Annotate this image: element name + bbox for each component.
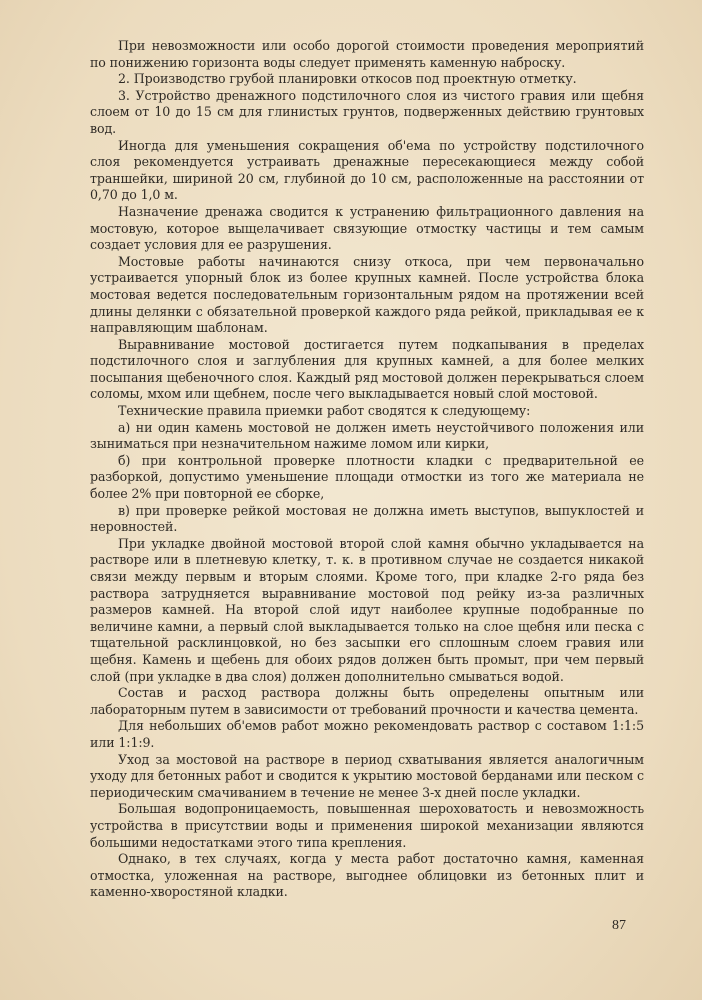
paragraph: 3. Устройство дренажного подстилочного слоя из чистого гравия или щебня слоем от 10 до 15 см для глинистых грунтов, подверженных действию грунтовых вод. [90,87,644,136]
paragraph: Выравнивание мостовой достигается путем подкапывания в пределах подстилочного слоя и заглубления для крупных камней, а для более мелких посыпания щебеночного слоя. Каждый ряд мостовой должен перекрываться слоем соломы, мхом или щебнем, после чего выкладывается новый слой мостовой. [90,336,644,402]
paragraph: Назначение дренажа сводится к устранению фильтрационного давления на мостовую, которое выщелачивает связующие отмостку частицы и тем самым создает условия для ее разрушения. [90,203,644,253]
list-item: а) ни один камень мостовой не должен иметь неустойчивого положения или зыниматься при незначительном нажиме ломом или кирки, [90,419,644,452]
page-number: 87 [612,918,626,933]
body-text [90,38,644,901]
paragraph: Мостовые работы начинаются снизу откоса, при чем первоначально устраивается упорный блок из более крупных камней. После устройства блока мостовая ведется последовательным горизонтальным рядом на протяжении всей длины делянки с обязательной проверкой каждого ряда рейкой, прикладывая ее к направляющим шаблонам. [90,253,644,336]
paragraph: Уход за мостовой на растворе в период схватывания является аналогичным уходу для бетонных работ и сводится к укрытию мостовой берданами или песком с периодическим смачиванием в течение не менее 3-х дней после укладки. [90,751,644,800]
paragraph: При невозможности или особо дорогой стоимости проведения мероприятий по понижению горизонта воды следует применять каменную наброску. [90,38,644,70]
list-item: б) при контрольной проверке плотности кладки с предварительной ее разборкой, допустимо уменьшение площади отмостки из того же материала не более 2% при повторной ее сборке, [90,452,644,502]
paragraph: 2. Производство грубой планировки откосов под проектную отметку. [118,71,577,87]
paragraph: При укладке двойной мостовой второй слой камня обычно укладывается на растворе или в плетневую клетку, т. к. в противном случае не создается никакой связи между первым и вторым слоями. Кроме того, при кладке 2-го ряда без раствора затрудняется выравнивание мостовой под рейку из-за различных размеров камней. На второй слой идут наиболее крупные подобранные по величине камни, а первый слой выкладывается только на слое щебня или песка с тщательной расклинцовкой, но без засыпки его сплошным слоем гравия или щебня. Камень и щебень для обоих рядов должен быть промыт, при чем первый слой (при укладке в два слоя) должен дополнительно смываться водой. [90,535,644,684]
paragraph: Технические правила приемки работ сводятся к следующему: [118,403,531,419]
paragraph: Иногда для уменьшения сокращения об'ема по устройству подстилочного слоя рекомендуется устраивать дренажные пересекающиеся между собой траншейки, шириной 20 см, глубиной до 10 см, расположенные на расстоянии от 0,70 до 1,0 м. [90,137,644,203]
paragraph: Однако, в тех случаях, когда у места работ достаточно камня, каменная отмостка, уложенная на растворе, выгоднее облицовки из бетонных плит и каменно-хворостяной кладки. [90,851,644,900]
paragraph: Состав и расход раствора должны быть определены опытным или лабораторным путем в зависимости от требований прочности и качества цемента. [90,685,644,717]
paragraph: Для небольших об'емов работ можно рекомендовать раствор с составом 1:1:5 или 1:1:9. [90,718,644,750]
list-item: в) при проверке рейкой мостовая не должна иметь выступов, выпуклостей и неровностей. [90,502,644,535]
paragraph: Большая водопроницаемость, повышенная шероховатость и невозможность устройства в присутствии воды и применения широкой механизации являются большими недостатками этого типа крепления. [90,801,644,850]
